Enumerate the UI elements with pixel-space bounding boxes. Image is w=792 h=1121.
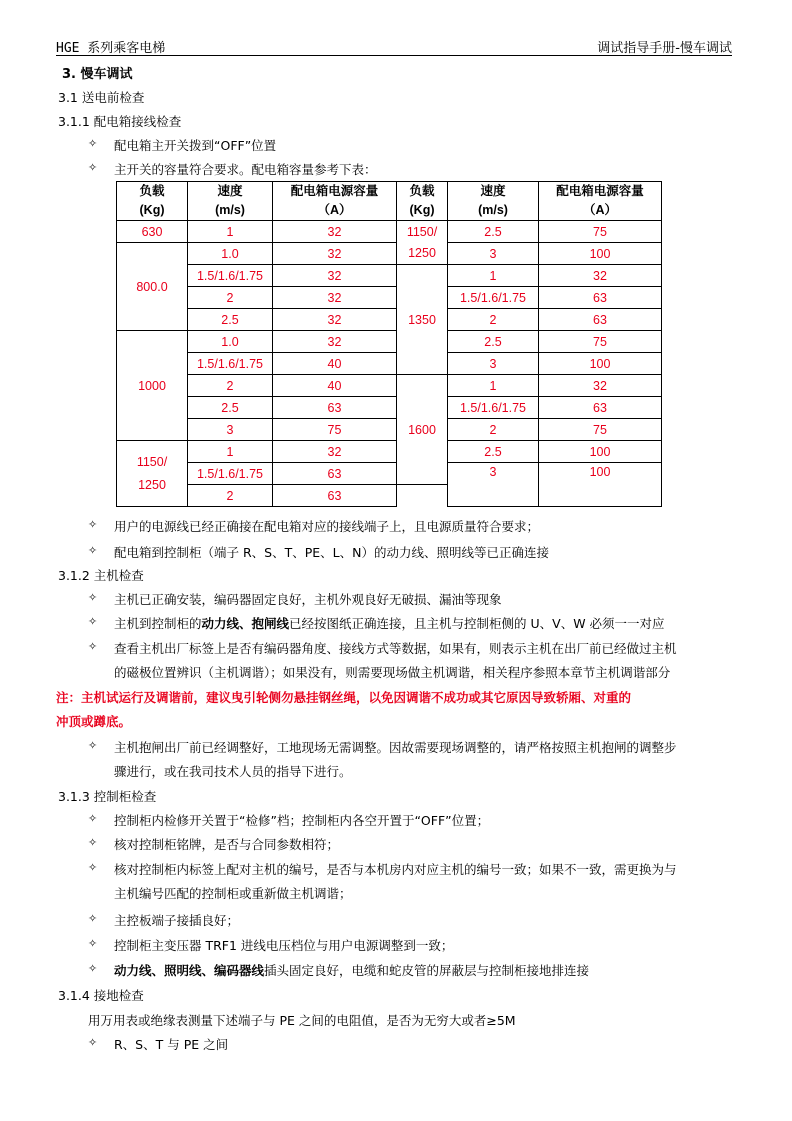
bullet-icon: ✧ bbox=[88, 1036, 98, 1049]
bullet-icon: ✧ bbox=[88, 640, 98, 653]
bullet-icon: ✧ bbox=[88, 937, 98, 950]
bullet-icon: ✧ bbox=[88, 912, 98, 925]
th-capacity: 配电箱电源容量 （A） bbox=[273, 182, 397, 221]
s312-item-4b: 骤进行，或在我司技术人员的指导下进行。 bbox=[114, 764, 352, 779]
table-row: 2 63 bbox=[117, 485, 662, 507]
s312-title: 3.1.2 主机检查 bbox=[58, 568, 144, 583]
bullet-icon: ✧ bbox=[88, 962, 98, 975]
bullet-icon: ✧ bbox=[88, 518, 98, 531]
header-left: HGE 系列乘客电梯 bbox=[56, 41, 166, 56]
s313-item-1: 控制柜内检修开关置于“检修”档；控制柜内各空开置于“OFF”位置； bbox=[114, 813, 490, 828]
table-row: 2 32 1.5/1.6/1.75 63 bbox=[117, 287, 662, 309]
s311-item-2: 主开关的容量符合要求。配电箱容量参考下表： bbox=[114, 162, 377, 177]
th-load: 负载 (Kg) bbox=[117, 182, 188, 221]
table-row: 800.0 1.0 32 3 100 bbox=[117, 243, 662, 265]
table-row: 1.5/1.6/1.75 32 1350 1 32 bbox=[117, 265, 662, 287]
s311-after-2: 配电箱到控制柜（端子 R、S、T、PE、L、N）的动力线、照明线等已正确连接 bbox=[114, 545, 549, 560]
table-row: 1.5/1.6/1.75 40 3 100 bbox=[117, 353, 662, 375]
s311-item-1: 配电箱主开关拨到“OFF”位置 bbox=[114, 138, 277, 153]
header-divider bbox=[56, 55, 732, 56]
bullet-icon: ✧ bbox=[88, 161, 98, 174]
table-row: 630 1 32 1150/ 1250 2.5 75 bbox=[117, 221, 662, 243]
table-row: 2.5 32 2 63 bbox=[117, 309, 662, 331]
bullet-icon: ✧ bbox=[88, 137, 98, 150]
s314-item-1: R、S、T 与 PE 之间 bbox=[114, 1037, 229, 1052]
table-row: 3 75 2 75 bbox=[117, 419, 662, 441]
table-row: 1150/ 1250 1 32 2.5 100 bbox=[117, 441, 662, 463]
s313-title: 3.1.3 控制柜检查 bbox=[58, 789, 157, 804]
th-speed: 速度 (m/s) bbox=[188, 182, 273, 221]
s31-title: 3.1 送电前检查 bbox=[58, 90, 145, 105]
s313-item-4: 主控板端子接插良好； bbox=[114, 913, 240, 928]
s313-item-3a: 核对控制柜内标签上配对主机的编号，是否与本机房内对应主机的编号一致；如果不一致，需更换为与 bbox=[114, 862, 677, 877]
s313-item-2: 核对控制柜铭牌，是否与合同参数相符； bbox=[114, 837, 340, 852]
bullet-icon: ✧ bbox=[88, 861, 98, 874]
s312-item-3a: 查看主机出厂标签上是否有编码器角度、接线方式等数据，如果有，则表示主机在出厂前已经做过主机 bbox=[114, 641, 677, 656]
th-speed-2: 速度 (m/s) bbox=[448, 182, 539, 221]
table-row: 1000 1.0 32 2.5 75 bbox=[117, 331, 662, 353]
bullet-icon: ✧ bbox=[88, 836, 98, 849]
section-title: 3. 慢车调试 bbox=[62, 67, 133, 82]
right-load-1150: 1150/ 1250 bbox=[397, 221, 448, 265]
s312-item-3b: 的磁极位置辨识（主机调谐）；如果没有，则需要现场做主机调谐，相关程序参照本章节主机调谐部分 bbox=[114, 665, 671, 680]
s312-item-2: 主机到控制柜的动力线、抱闸线已经按图纸正确连接，且主机与控制柜侧的 U、V、W 必须一一对应 bbox=[114, 616, 665, 631]
table-row: 1.5/1.6/1.75 63 3 100 bbox=[117, 463, 662, 485]
bullet-icon: ✧ bbox=[88, 544, 98, 557]
warning-note-1: 注：主机试运行及调谐前，建议曳引轮侧勿悬挂钢丝绳，以免因调谐不成功或其它原因导致轿厢、对重的 bbox=[56, 690, 632, 705]
s312-item-4a: 主机抱闸出厂前已经调整好，工地现场无需调整。因故需要现场调整的，请严格按照主机抱闸的调整步 bbox=[114, 740, 677, 755]
bullet-icon: ✧ bbox=[88, 812, 98, 825]
bullet-icon: ✧ bbox=[88, 739, 98, 752]
s313-item-3b: 主机编号匹配的控制柜或重新做主机调谐； bbox=[114, 886, 352, 901]
bullet-icon: ✧ bbox=[88, 615, 98, 628]
table-row: 2 40 1600 1 32 bbox=[117, 375, 662, 397]
left-load-1150: 1150/ 1250 bbox=[117, 441, 188, 507]
s314-paragraph: 用万用表或绝缘表测量下述端子与 PE 之间的电阻值，是否为无穷大或者≥5M bbox=[88, 1013, 516, 1028]
s313-item-5: 控制柜主变压器 TRF1 进线电压档位与用户电源调整到一致； bbox=[114, 938, 454, 953]
header-right: 调试指导手册-慢车调试 bbox=[597, 41, 732, 56]
table-row: 2.5 63 1.5/1.6/1.75 63 bbox=[117, 397, 662, 419]
warning-note-2: 冲顶或蹲底。 bbox=[56, 714, 132, 729]
capacity-table bbox=[116, 181, 662, 507]
s314-title: 3.1.4 接地检查 bbox=[58, 988, 144, 1003]
th-capacity-2: 配电箱电源容量 （A） bbox=[539, 182, 662, 221]
bullet-icon: ✧ bbox=[88, 591, 98, 604]
s313-item-6: 动力线、照明线、编码器线插头固定良好，电缆和蛇皮管的屏蔽层与控制柜接地排连接 bbox=[114, 963, 590, 978]
s312-item-1: 主机已正确安装，编码器固定良好，主机外观良好无破损、漏油等现象 bbox=[114, 592, 502, 607]
s311-after-1: 用户的电源线已经正确接在配电箱对应的接线端子上，且电源质量符合要求； bbox=[114, 519, 540, 534]
th-load-2: 负载 (Kg) bbox=[397, 182, 448, 221]
s311-title: 3.1.1 配电箱接线检查 bbox=[58, 114, 182, 129]
